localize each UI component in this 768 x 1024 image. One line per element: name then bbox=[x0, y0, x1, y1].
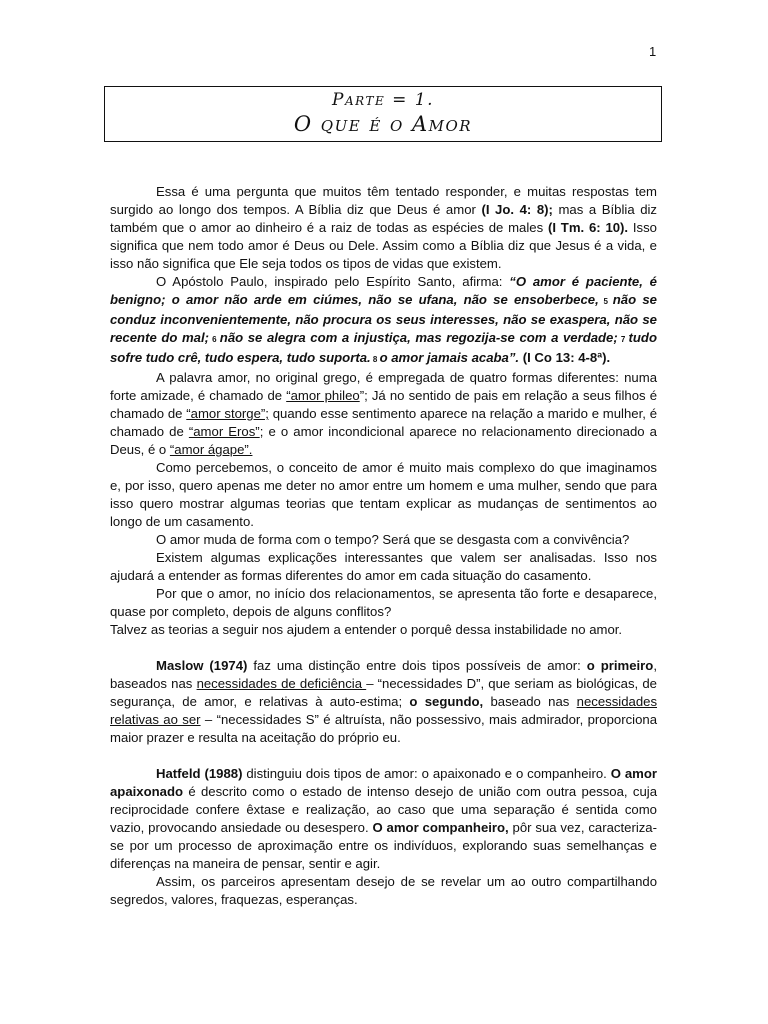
text-span: – “necessidades D”, que seriam as biológicas, de segurança, de amor, e relativas à auto-estima; bbox=[110, 676, 657, 709]
paragraph-maslow bbox=[110, 657, 657, 747]
paragraph-1 bbox=[110, 183, 657, 273]
emphasis: O amor apaixonado bbox=[110, 766, 657, 799]
verse-number: 6 bbox=[209, 335, 220, 344]
text-span: faz uma distinção entre dois tipos possíveis de amor: bbox=[247, 658, 587, 673]
bible-reference: (I Jo. 4: 8); bbox=[481, 202, 553, 217]
emphasis: o primeiro bbox=[586, 658, 654, 673]
bible-quote: não se alegra com a injustiça, mas regozija-se com a verdade; bbox=[219, 330, 618, 345]
verse-number: 5 bbox=[598, 297, 613, 306]
paragraph-spacer bbox=[110, 747, 657, 765]
paragraph-8: Talvez as teorias a seguir nos ajudem a entender o porquê dessa instabilidade no amor. bbox=[110, 622, 623, 637]
text-span: A palavra amor, no original grego, é empregada de quatro formas diferentes: numa forte amizade, é chamado de bbox=[110, 370, 657, 403]
term-amor-storge: “amor storge”; bbox=[186, 406, 269, 421]
term-amor-agape: “amor ágape”. bbox=[169, 442, 253, 457]
paragraph-hatfeld bbox=[110, 765, 657, 873]
paragraph-7: Por que o amor, no início dos relacionamentos, se apresenta tão forte e desaparece, quase por completo, depois de alguns conflitos? bbox=[110, 586, 657, 619]
page-number: 1 bbox=[649, 44, 657, 59]
text-span: Isso significa que nem todo amor é Deus ou Dele. Assim como a Bíblia diz que Jesus é a vida, e isso não significa que Ele seja todos os tipos de vidas que existem. bbox=[110, 220, 657, 271]
bible-quote: não se conduz inconvenientemente, não procura os seus interesses, não se exaspera, não se recente do mal; bbox=[110, 292, 657, 345]
text-span: quando esse sentimento aparece na relação a marido e mulher, é chamado de bbox=[110, 406, 658, 439]
text-span: ”; Já no sentido de pais em relação a seus filhos é chamado de bbox=[110, 388, 657, 421]
emphasis: o segundo, bbox=[409, 694, 484, 709]
bible-reference: (I Tm. 6: 10). bbox=[547, 220, 629, 235]
paragraph-6: Existem algumas explicações interessantes que valem ser analisadas. Isso nos ajudará a entender as formas diferentes do amor em cada situação do casamento. bbox=[110, 550, 657, 583]
text-span: ; e o amor incondicional aparece no relacionamento direcionado a Deus, é o bbox=[110, 424, 657, 457]
bible-quote: tudo sofre tudo crê, tudo espera, tudo suporta. bbox=[110, 330, 657, 365]
text-span: Essa é uma pergunta que muitos têm tentado responder, e muitas respostas tem surgido ao longo dos tempos. A Bíblia diz que Deus é amor bbox=[110, 184, 657, 217]
author-citation: Hatfeld (1988) bbox=[156, 766, 243, 781]
bible-reference: (I Co 13: 4-8ª). bbox=[519, 350, 611, 365]
text-span: O Apóstolo Paulo, inspirado pelo Espírito Santo, afirma: bbox=[156, 274, 510, 289]
bible-quote: o amor jamais acaba”. bbox=[379, 350, 520, 365]
paragraph-5: O amor muda de forma com o tempo? Será que se desgasta com a convivência? bbox=[156, 532, 630, 547]
chapter-part-label: Parte = 1. bbox=[332, 90, 434, 110]
emphasis: O amor companheiro, bbox=[372, 820, 509, 835]
text-span: – “necessidades S” é altruísta, não possessivo, mais admirador, proporciona maior prazer e resulta na aceitação do próprio eu. bbox=[110, 712, 658, 745]
term-amor-eros: “amor Eros” bbox=[188, 424, 260, 439]
term-amor-phileo: “amor phileo bbox=[286, 388, 360, 403]
paragraph-2 bbox=[110, 273, 657, 369]
text-span: mas a Bíblia diz também que o amor ao dinheiro é a raiz de todas as espécies de males bbox=[110, 202, 657, 235]
chapter-title: O que é o Amor bbox=[293, 112, 473, 136]
verse-number: 8 bbox=[370, 355, 380, 364]
text-span: baseado nas bbox=[483, 694, 577, 709]
paragraph-spacer bbox=[110, 639, 657, 657]
term-deficiency-needs: necessidades de deficiência bbox=[196, 676, 367, 691]
text-span: pôr sua vez, caracteriza-se por um processo de aproximação entre os indivíduos, explorando suas semelhanças e diferenças na maneira de pensar, sentir e agir. bbox=[110, 820, 657, 871]
chapter-title-box bbox=[104, 86, 662, 142]
paragraph-3 bbox=[110, 369, 657, 459]
paragraph-4: Como percebemos, o conceito de amor é muito mais complexo do que imaginamos e, por isso, quero apenas me deter no amor entre um homem e uma mulher, sendo que para isso quero mostrar algumas teorias que tentam explicar as mudanças de sentimentos ao longo de um casamento. bbox=[110, 460, 657, 529]
text-span: , baseados nas bbox=[110, 658, 657, 691]
author-citation: Maslow (1974) bbox=[156, 658, 248, 673]
text-span: é descrito como o estado de intenso desejo de união com outra pessoa, cuja reciprocidade confere êxtase e realização, ao caso que uma separação é sentida como vazio, provocando ansiedade ou desespero. bbox=[110, 784, 657, 835]
term-being-needs: necessidades relativas ao ser bbox=[110, 694, 658, 727]
verse-number: 7 bbox=[617, 335, 629, 344]
paragraph-11: Assim, os parceiros apresentam desejo de se revelar um ao outro compartilhando segredos, valores, fraquezas, esperanças. bbox=[110, 874, 657, 907]
text-span: distinguiu dois tipos de amor: o apaixonado e o companheiro. bbox=[242, 766, 611, 781]
document-body bbox=[110, 183, 657, 909]
bible-quote: “O amor é paciente, é benigno; o amor não arde em ciúmes, não se ufana, não se ensoberbece, bbox=[110, 274, 657, 307]
